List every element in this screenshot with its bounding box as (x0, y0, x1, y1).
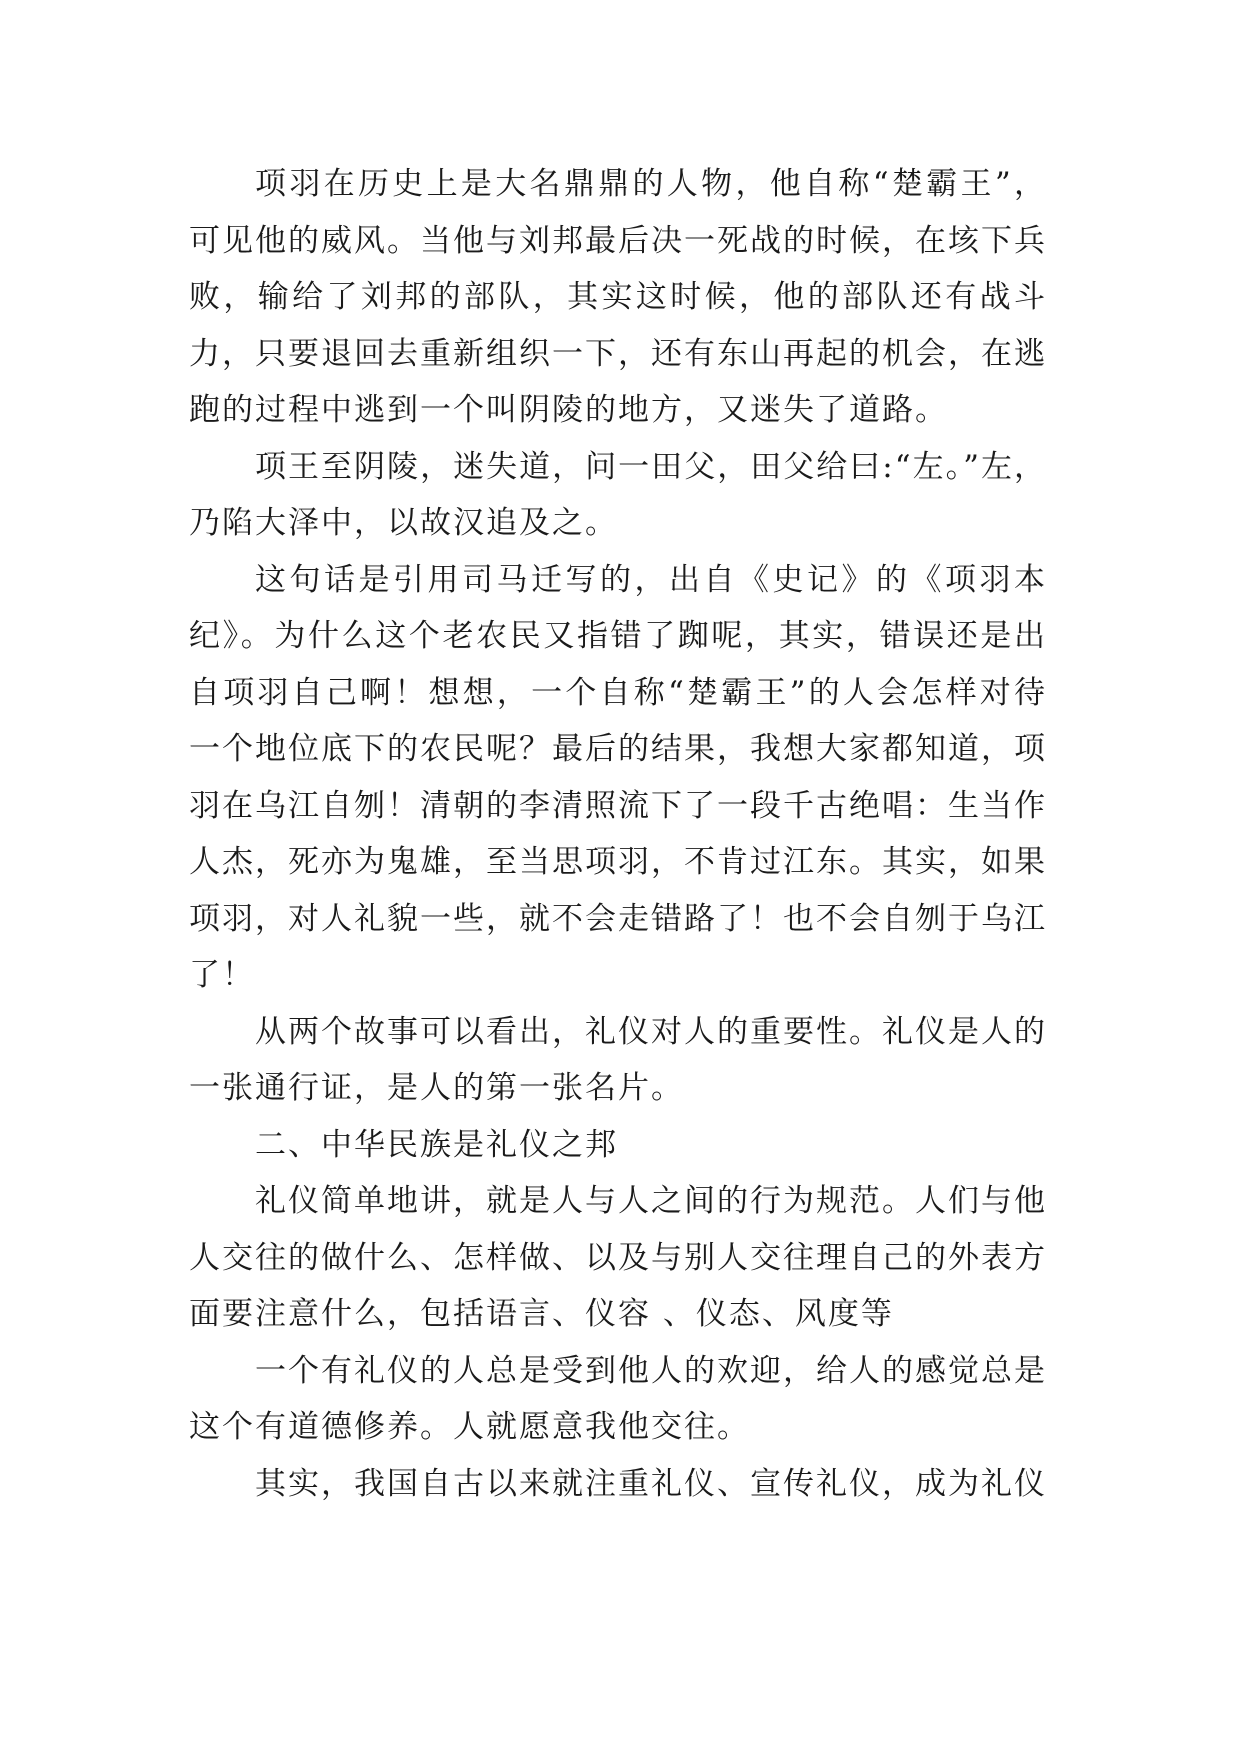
section-heading: 二、中华民族是礼仪之邦 (255, 1126, 618, 1163)
paragraph-etiquette-definition: 礼仪简单地讲，就是人与人之间的行为规范。人们与他人交往的做什么、怎样做、以及与别人交往理自己的外表方面要注意什么，包括语言、仪容 、仪态、风度等 (189, 1183, 1047, 1332)
paragraph-quote-analysis: 这句话是引用司马迁写的，出自《史记》的《项羽本纪》。为什么这个老农民又指错了踟呢，其实，错误还是出自项羽自己啊！想想，一个自称“楚霸王”的人会怎样对待一个地位底下的农民呢？最后的结果，我想大家都知道，项羽在乌江自刎！清朝的李清照流下了一段千古绝唱：生当作人杰，死亦为鬼雄，至当思项羽，不肯过江东。其实，如果项羽，对人礼貌一些，就不会走错路了！也不会自刎于乌江了！ (189, 561, 1047, 993)
paragraph-xiang-yu-history: 项羽在历史上是大名鼎鼎的人物，他自称“楚霸王”，可见他的威风。当他与刘邦最后决一死战的时候，在垓下兵败，输给了刘邦的部队，其实这时候，他的部队还有战斗力，只要退回去重新组织一下，还有东山再起的机会，在逃跑的过程中逃到一个叫阴陵的地方，又迷失了道路。 (189, 166, 1047, 428)
paragraph-etiquette-welcome: 一个有礼仪的人总是受到他人的欢迎，给人的感觉总是这个有道德修养。人就愿意我他交往。 (189, 1352, 1047, 1445)
paragraph-conclusion: 从两个故事可以看出，礼仪对人的重要性。礼仪是人的一张通行证，是人的第一张名片。 (189, 1013, 1047, 1106)
document-body (189, 156, 1047, 1512)
paragraph-etiquette-tradition: 其实，我国自古以来就注重礼仪、宣传礼仪，成为礼仪 (255, 1465, 1047, 1502)
paragraph-shiji-quote: 项王至阴陵，迷失道，问一田父，田父给曰:“左。”左，乃陷大泽中，以故汉追及之。 (189, 448, 1047, 541)
